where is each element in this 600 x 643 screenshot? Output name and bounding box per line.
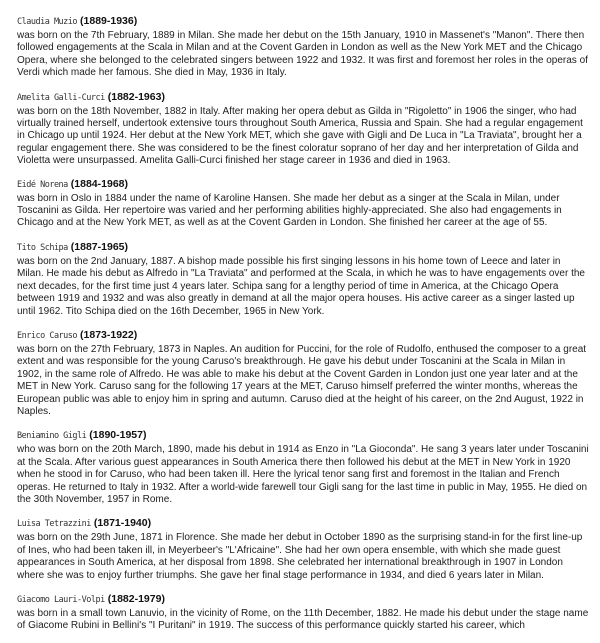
- entry-heading: [17, 516, 589, 532]
- biography-text: was born on the 27th February, 1873 in Naples. An audition for Puccini, for the role of Rudolfo, enthused the composer to a great extent and was responsible for the young Caruso's breakthrough. He gave his debut under Toscanini at the Scala in Milan in 1902, in the same role of Alfredo. He was able to make his debut at the Covent Garden in London just one year later and at the MET in New York. Caruso sang for the following 17 years at the MET, Caruso himself preferred the winter months, whereas the European public was able to enjoy him in spring and autumn. Caruso died at the height of his career, on the 2nd August, 1922 in Naples.: [17, 343, 587, 417]
- biography-text: who was born on the 20th March, 1890, made his debut in 1914 as Enzo in "La Gioconda". He sang 3 years later under Toscanini at the Scala. After various guest appearances in South America there then followed his debut at the MET in New York in 1920 when he stood in for Caruso, who had been taken ill. Here the lyrical tenor sang first and foremost in the Italian and French operas. He returned to Italy in 1932. After a world-wide farewell tour Gigli sang for the last time in public in May, 1955. He died on the 30th November, 1957 in Rome.: [17, 444, 589, 505]
- singer-biographies-page: [17, 14, 589, 643]
- singer-name: Enrico Caruso: [17, 330, 78, 341]
- biography-entry: [17, 592, 589, 633]
- life-years: (1873-1922): [80, 328, 138, 341]
- biography-entry: [17, 240, 589, 318]
- biography-text: was born on the 2nd January, 1887. A bishop made possible his first singing lessons in his home town of Leece and later in Milan. He made his debut as Alfredo in "La Traviata" and performed at the Scala, in which he was to have engagements over the next decades, for the first time just 4 years later. Schipa sang for a lengthy period of time in America, at the Chicago Opera between 1919 and 1932 and was also greatly in demand at all the major opera houses. His active career as a singer lasted up until 1962. Tito Schipa died on the 16th December, 1965 in New York.: [17, 255, 585, 317]
- biography-text: was born in Oslo in 1884 under the name of Karoline Hansen. She made her debut as a singer at the Scala in Milan, under Toscanini as Gilda. Her repertoire was varied and her performing abilities highly-appreciated. She also had engagements in Chicago and at the New York MET, as well as at the Covent Garden in London. She finished her career at the age of 55.: [17, 192, 562, 229]
- biography-entry: [17, 14, 589, 80]
- biography-entry: [17, 177, 589, 230]
- life-years: (1884-1968): [70, 177, 129, 190]
- biography-text: was born on the 18th November, 1882 in Italy. After making her opera debut as Gilda in "Rigoletto" in 1906 the singer, who had virtually trained herself, undertook extensive tours throughout South America, Russia and Spain. She had a regular engagement in Chicago up until 1924. Her debut at the New York MET, which she gave with Gigli and De Luca in "La Traviata", brought her a regular engagement there. She was considered to be the finest coloratur soprano of her day and her interpretation of Gilda and Violetta were unsurpassed. Amelita Galli-Curci finished her stage career in 1936 and died in 1963.: [17, 105, 583, 167]
- entry-heading: [17, 592, 589, 608]
- singer-name: Eidé Norena: [17, 179, 68, 190]
- life-years: (1882-1979): [107, 593, 165, 605]
- singer-name: Tito Schipa: [17, 242, 68, 253]
- biography-entry: [17, 428, 589, 506]
- entry-heading: [17, 328, 589, 344]
- entry-heading: [17, 14, 589, 30]
- entry-heading: [17, 428, 589, 444]
- entry-heading: [17, 90, 589, 106]
- life-years: (1887-1965): [70, 240, 129, 253]
- biography-text: was born in a small town Lanuvio, in the vicinity of Rome, on the 11th December, 1882. He made his debut under the stage name of Giacome Rubini in Bellini's "I Puritani" in 1919. The success of this performance quickly started his career, which: [17, 608, 589, 632]
- singer-name: Claudia Muzio: [17, 17, 78, 27]
- biography-text: was born on the 29th June, 1871 in Florence. She made her debut in October 1890 as the surprising stand-in for the first line-up of Ines, who had been taken ill, in Meyerbeer's "L'Africaine". She had her own opera ensemble, with which she made guest appearances in South America, at her disposal from 1898. She celebrated her international breakthrough in 1907 in London where she was to enjoy further triumphs. She gave her final stage performance in 1934, and died 6 years later in Milan.: [17, 532, 583, 581]
- entry-heading: [17, 240, 589, 256]
- biography-text: was born on the 7th February, 1889 in Milan. She made her debut on the 15th January, 1910 in Massenet's "Manon". There then followed engagements at the Scala in Milan and at the Covent Garden in London as well as the New York MET and the Chicago Opera, where she belonged to the celebrated singers between 1922 and 1932. It was first and foremost her roles in the operas of Verdi which made her famous. She died in May, 1936 in Italy.: [17, 30, 588, 79]
- singer-name: Luisa Tetrazzini: [17, 519, 91, 530]
- biography-entry: [17, 516, 589, 582]
- biography-entry: [17, 90, 589, 168]
- biography-entry: [17, 328, 589, 418]
- singer-name: Amelita Galli-Curci: [17, 92, 105, 103]
- life-years: (1871-1940): [93, 517, 152, 530]
- singer-name: Giacomo Lauri-Volpi: [17, 595, 105, 605]
- life-years: (1890-1957): [89, 429, 147, 442]
- singer-name: Beniamino Gigli: [17, 431, 87, 442]
- life-years: (1882-1963): [107, 90, 165, 103]
- life-years: (1889-1936): [80, 15, 138, 27]
- entry-heading: [17, 177, 589, 193]
